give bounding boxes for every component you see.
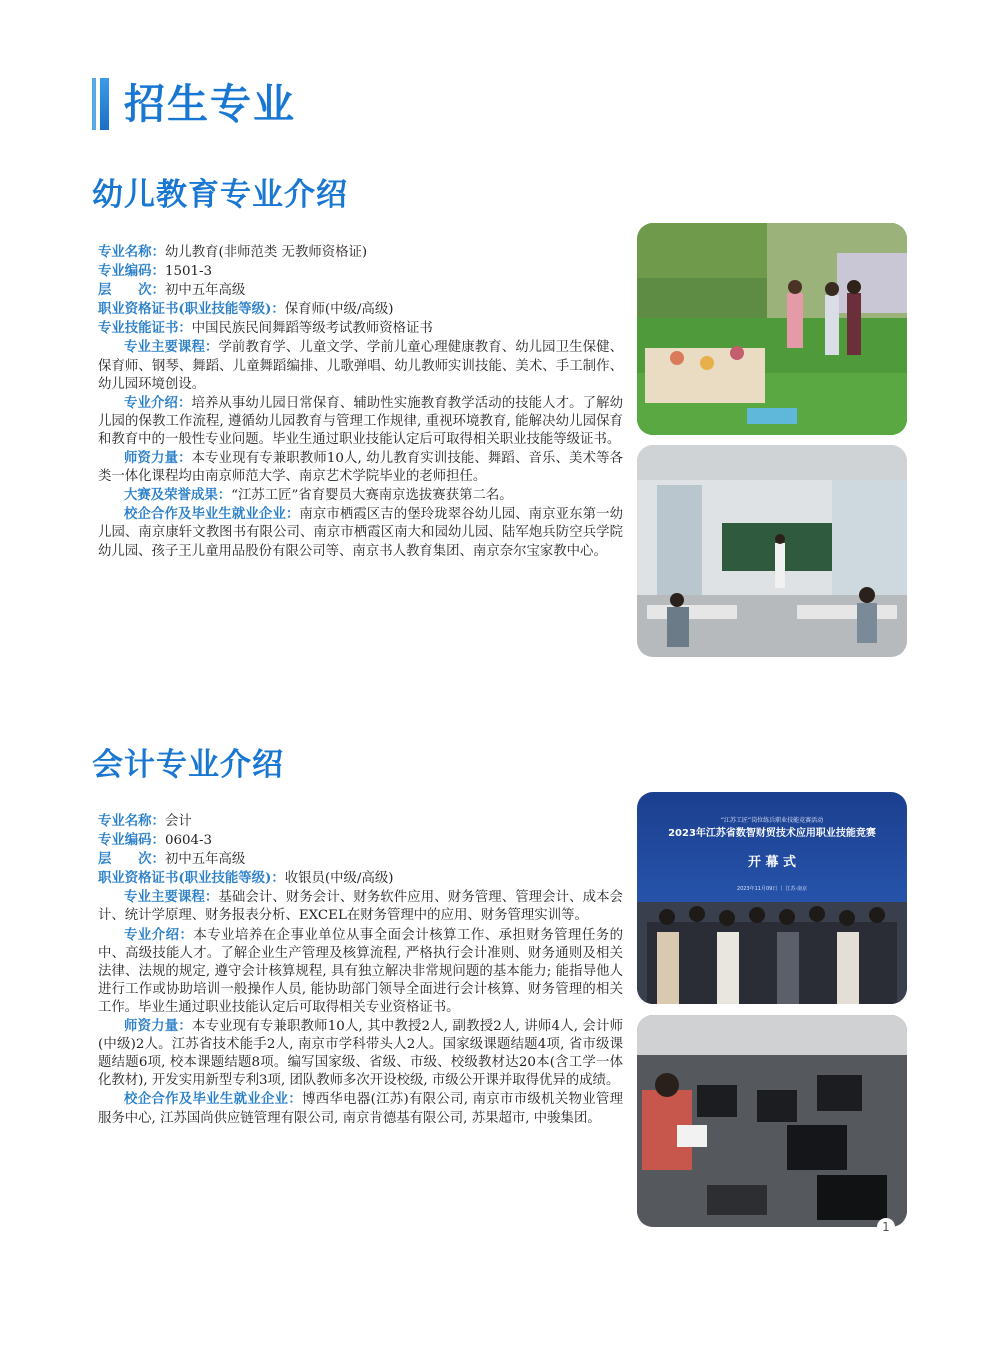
paragraph-awards: 大赛及荣誉成果：“江苏工匠”省育婴员大赛南京选拔赛获第二名。	[124, 487, 513, 504]
paragraph-employers: 校企合作及毕业生就业企业：博西华电器(江苏)有限公司, 南京市市级机关物业管理服务中心, 江苏国尚供应链管理有限公司, 南京肯德基有限公司, 苏果超市, 中骏集团。	[98, 1091, 623, 1126]
banner-line1: “江苏工匠”岗位练兵职业技能竞赛活动	[720, 817, 824, 824]
section-body-early-education	[98, 243, 623, 561]
photo-competition-ceremony	[637, 792, 907, 1004]
paragraph-courses: 专业主要课程：学前教育学、儿童文学、学前儿童心理健康教育、幼儿园卫生保健、保育师、钢琴、舞蹈、儿童舞蹈编排、儿歌弹唱、幼儿教师实训技能、美术、手工制作、幼儿园环境创设。	[98, 339, 624, 392]
page-title: 招生专业	[124, 80, 296, 128]
title-accent-bar	[100, 78, 109, 130]
banner-line4: 2023年11月09日 丨 江苏·南京	[736, 886, 808, 892]
page-number: 1	[877, 1218, 895, 1236]
paragraph-employers: 校企合作及毕业生就业企业：南京市栖霞区吉的堡玲珑翠谷幼儿园、南京亚东第一幼儿园、南京康轩文教图书有限公司、南京市栖霞区南大和园幼儿园、陆军炮兵防空兵学院幼儿园、孩子王儿童用品股份有限公司等、南京书人教育集团、南京奈尔宝家教中心。	[98, 506, 623, 559]
paragraph-faculty: 师资力量：本专业现有专兼职教师10人, 幼儿教育实训技能、舞蹈、音乐、美术等各类一体化课程均由南京师范大学、南京艺术学院毕业的老师担任。	[98, 450, 623, 485]
photo-computer-lab	[637, 1015, 907, 1227]
page-header	[92, 76, 392, 132]
paragraph-introduction: 专业介绍：培养从事幼儿园日常保育、辅助性实施教育教学活动的技能人才。了解幼儿园的保教工作流程, 遵循幼儿园教育与管理工作规律, 重视环境教育, 能解决幼儿园保育和教育中的一般性专业问题。毕业生通过职业技能认定后可取得相关职业技能等级证书。	[98, 394, 624, 447]
section-title-accounting: 会计专业介绍	[92, 747, 284, 783]
info-row-qualification: 职业资格证书(职业技能等级)：保育师(中级/高级)	[98, 301, 394, 318]
section-body-accounting	[98, 812, 623, 1128]
paragraph-introduction: 专业介绍：本专业培养在企事业单位从事全面会计核算工作、承担财务管理任务的中、高级技能人才。了解企业生产管理及核算流程, 严格执行会计准则、财务通则及相关法律、法规的规定, 遵守会计核算规程, 具有独立解决非常规问题的基本能力; 能指导他人进行工作或协助培训一般操作人员, 能协助部门领导全面进行会计核算、财务管理的相关工作。毕业生通过职业技能认定后可取得相关专业资格证书。	[98, 926, 623, 1015]
title-accent-bar-thin	[92, 78, 96, 130]
section-title-early-education: 幼儿教育专业介绍	[92, 177, 348, 213]
info-row-code: 专业编码：1501-3	[98, 263, 213, 280]
paragraph-courses: 专业主要课程：基础会计、财务会计、财务软件应用、财务管理、管理会计、成本会计、统计学原理、财务报表分析、EXCEL在财务管理中的应用、财务管理实训等。	[98, 889, 624, 924]
info-row-name: 专业名称：会计	[98, 813, 192, 829]
banner-line3: 开 幕 式	[747, 855, 797, 870]
photo-kindergarten-lawn	[637, 223, 907, 435]
banner-line2: 2023年江苏省数智财贸技术应用职业技能竞赛	[668, 828, 876, 839]
photo-classroom	[637, 445, 907, 657]
paragraph-faculty: 师资力量：本专业现有专兼职教师10人, 其中教授2人, 副教授2人, 讲师4人, 会计师(中级)2人。江苏省技术能手2人, 南京市学科带头人2人。国家级课题结题4项, 省市级课题结题6项, 校本课题结题8项。编写国家级、省级、市级、校级教材达20本(含工学一体化教材), 开发实用新型专利3项, 团队教师多次开设校级, 市级公开课并取得优异的成绩。	[98, 1018, 623, 1089]
info-row-level: 层 次：初中五年高级	[98, 282, 246, 299]
info-row-qualification: 职业资格证书(职业技能等级)：收银员(中级/高级)	[98, 870, 394, 887]
info-row-skill-certificate: 专业技能证书：中国民族民间舞蹈等级考试教师资格证书	[98, 320, 433, 337]
info-row-code: 专业编码：0604-3	[98, 832, 213, 849]
info-row-name: 专业名称：幼儿教育(非师范类 无教师资格证)	[98, 244, 368, 260]
info-row-level: 层 次：初中五年高级	[98, 851, 246, 868]
